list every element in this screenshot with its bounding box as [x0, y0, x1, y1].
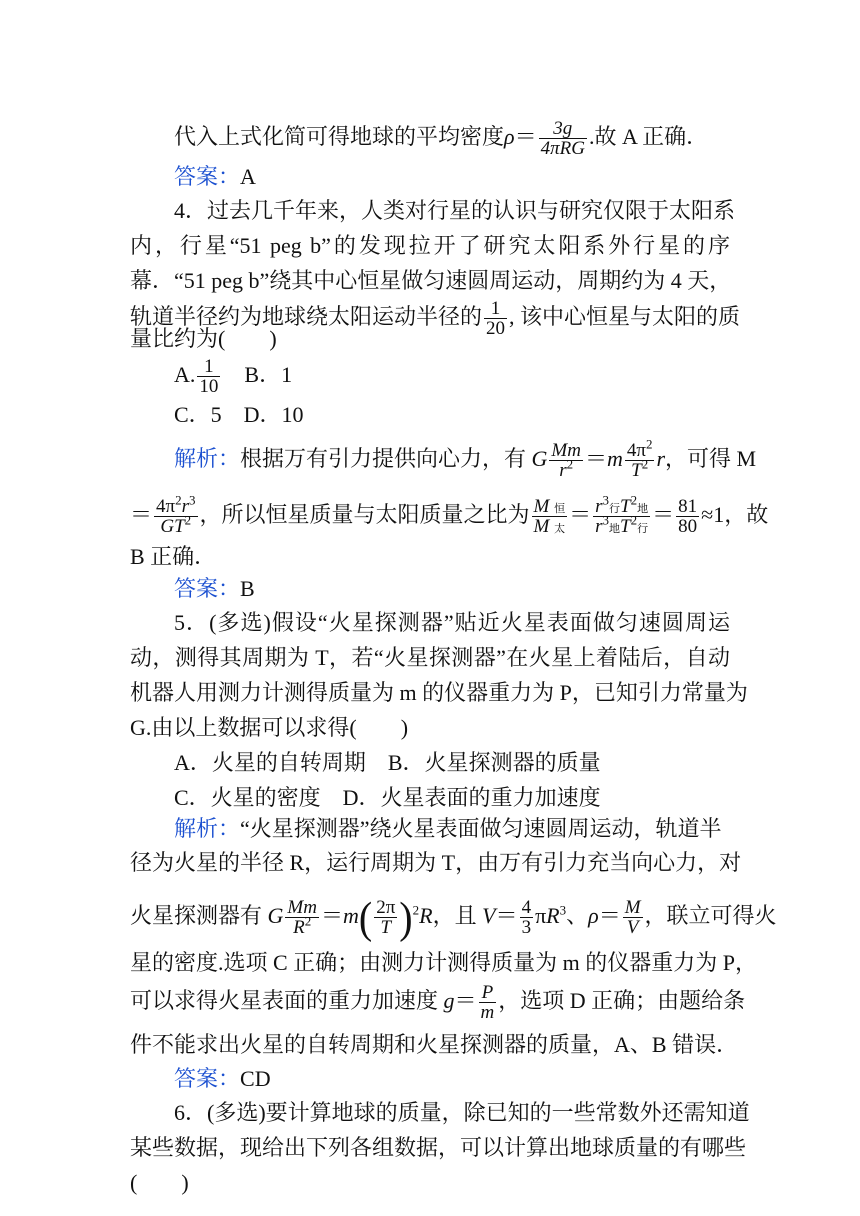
q5-line-4: G.由以上数据可以求得( ) [130, 715, 409, 740]
q5-options-cd: C．火星的密度 D．火星表面的重力加速度 [174, 785, 601, 810]
q6-line-3: ( ) [130, 1170, 189, 1195]
q4-options-ab: A. $\frac{1}{10}$ B．1 [174, 355, 293, 398]
q4-line-2: 内，行星“51 peg b”的发现拉开了研究太阳系外行星的序 [130, 233, 730, 258]
q6-line-1: 6．(多选)要计算地球的质量，除已知的一些常数外还需知道 [174, 1100, 750, 1125]
answer-5: 答案：CD [174, 1066, 271, 1091]
analysis-5-line-1: 解析：“火星探测器”绕火星表面做匀速圆周运动，轨道半 [174, 816, 722, 841]
analysis-5-line-2: 径为火星的半径 R，运行周期为 T，由万有引力充当向心力，对 [130, 850, 742, 875]
fraction-1-10: $\frac{1}{10}$ [199, 355, 219, 398]
q5-line-1: 5．(多选)假设“火星探测器”贴近火星表面做匀速圆周运 [174, 610, 730, 635]
analysis-5-line-3: 火星探测器有 G $\frac{Mm}{R^2}$ ＝m( $\frac{2\pi}{T}$ )$^2$R，且 V＝ $\frac{4}{3}$ $\pi R^3$、ρ＝ $\frac{M}{V}$ ，联立可得火 [130, 892, 777, 943]
answer-3: 答案：A [174, 164, 256, 189]
q4-line-4: 轨道半径约为地球绕太阳运动半径的 $\frac{1}{20}$ , 该中心恒星与太阳的质 [130, 297, 741, 340]
q4-line-5: 量比约为( ) [130, 326, 277, 351]
analysis-4-line-1: 解析：根据万有引力提供向心力，有 G $\frac{Mm}{r^2}$ ＝m $\frac{4\pi^2}{T^2}$ r，可得 M [174, 436, 757, 482]
analysis-5-line-6: 件不能求出火星的自转周期和火星探测器的质量，A、B 错误． [130, 1032, 739, 1057]
analysis-5-line-5: 可以求得火星表面的重力加速度 g＝ $\frac{P}{m}$ ，选项 D 正确；由题给条 [130, 981, 746, 1024]
analysis-4-line-2: ＝ $\frac{4\pi^2r^3}{GT^2}$ ，所以恒星质量与太阳质量之比为 $\frac{\text{M 恒}}{\text{M 太}}$ ＝ $\frac{r^3行T^2地}{r^3地T^2行}$ ＝ $\frac{81}{80}$ ≈1，故 [130, 492, 769, 538]
q4-options-cd: C．5 D．10 [174, 402, 304, 427]
fraction-1-20: $\frac{1}{20}$ [486, 297, 506, 340]
density-fraction: $\frac{3g}{\text{4πRG}}$ [540, 117, 585, 160]
answer-4: 答案：B [174, 576, 255, 601]
q4-line-1: 4．过去几千年来，人类对行星的认识与研究仅限于太阳系 [174, 198, 736, 223]
q6-line-2: 某些数据，现给出下列各组数据，可以计算出地球质量的有哪些 [130, 1135, 747, 1160]
q5-line-2: 动，测得其周期为 T，若“火星探测器”在火星上着陆后，自动 [130, 645, 730, 670]
q5-line-3: 机器人用测力计测得质量为 m 的仪器重力为 P，已知引力常量为 [130, 680, 748, 705]
q4-line-3: 幕．“51 peg b”绕其中心恒星做匀速圆周运动，周期约为 4 天， [130, 268, 732, 293]
analysis-5-line-4: 星的密度.选项 C 正确；由测力计测得质量为 m 的仪器重力为 P， [130, 950, 758, 975]
analysis-4-line-3: B 正确． [130, 544, 217, 569]
density-result-line: 代入上式化简可得地球的平均密度ρ＝ $\frac{3g}{\text{4πRG}}$ .故 A 正确． [174, 117, 709, 160]
q5-options-ab: A．火星的自转周期 B．火星探测器的质量 [174, 750, 601, 775]
